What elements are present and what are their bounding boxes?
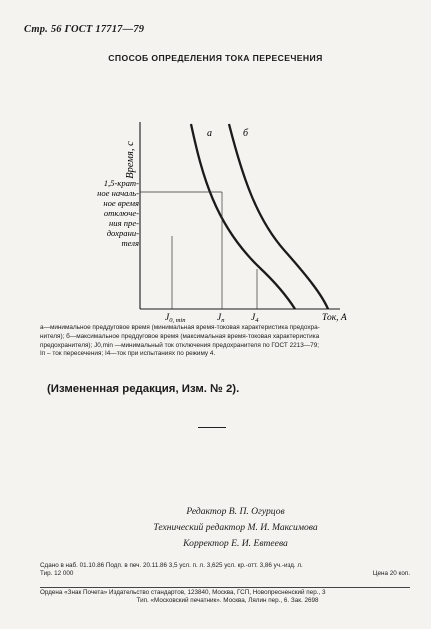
side-label-line: ния пре- xyxy=(109,218,139,228)
credit-editor: Редактор В. П. Огурцов xyxy=(186,506,285,517)
publisher-line: Ордена «Знак Почета» Издательство стандартов, 123840, Москва, ГСП, Новопресненский пер., 3 xyxy=(40,589,326,596)
printer-line: Тип. «Московский печатник». Москва, Лялин пер., 6. Зак. 2698 xyxy=(136,597,319,604)
imprint-divider xyxy=(40,587,410,588)
side-label-line: ное время xyxy=(103,198,139,208)
imprint-line: Сдано в наб. 01.10.86 Подп. в печ. 20.11.86 3,5 усл. п. л. 3,625 усл. кр.-отт. 3,86 уч.-изд. л. xyxy=(40,562,303,569)
tick-label-ip: $J_п$ xyxy=(217,313,225,324)
figure-title: СПОСОБ ОПРЕДЕЛЕНИЯ ТОКА ПЕРЕСЕЧЕНИЯ xyxy=(108,53,323,63)
side-label-line: теля xyxy=(121,238,139,248)
x-axis-label: Ток, А xyxy=(322,313,347,323)
caption-line: нителя); б—максимальное преддуговое время (максимальная время-токовая характеристика xyxy=(40,332,320,340)
separator-rule xyxy=(198,427,226,428)
curve-b xyxy=(229,124,328,309)
figure-caption xyxy=(40,324,396,359)
side-label-line: отключе- xyxy=(103,208,139,218)
imprint-print-run: Тир. 12 000 xyxy=(40,570,74,577)
caption-line: а—минимальное преддуговое время (минимальная время-токовая характеристика предохра- xyxy=(40,324,320,331)
tick-label-i0: $J_{0, min}$ xyxy=(165,313,186,324)
side-label-line: 1,5-крат- xyxy=(103,178,139,188)
curve-b-label: б xyxy=(243,128,249,139)
curve-a xyxy=(191,124,295,309)
imprint-price: Цена 20 коп. xyxy=(372,570,410,577)
curve-a-label: а xyxy=(207,128,212,139)
side-label xyxy=(97,178,139,248)
tick-label-i4: $J_4$ xyxy=(251,313,259,324)
imprint-line-2 xyxy=(40,570,410,579)
side-label-line: ное началь- xyxy=(97,188,139,198)
caption-line: предохранителя); J0,min —минимальный ток отключения предохранителя по ГОСТ 2213—79; xyxy=(40,341,320,349)
credit-proofreader: Корректор Е. И. Евтеева xyxy=(183,538,288,549)
credit-tech-editor: Технический редактор М. И. Максимова xyxy=(153,522,318,533)
amendment-note: (Измененная редакция, Изм. № 2). xyxy=(47,383,240,395)
page-header: Стр. 56 ГОСТ 17717—79 xyxy=(24,24,145,35)
caption-line: Iп – ток пересечения; I4—ток при испытаниях по режиму 4. xyxy=(40,350,216,358)
side-label-line: дохрани- xyxy=(106,228,139,238)
y-axis-label: Время, с xyxy=(125,141,136,179)
